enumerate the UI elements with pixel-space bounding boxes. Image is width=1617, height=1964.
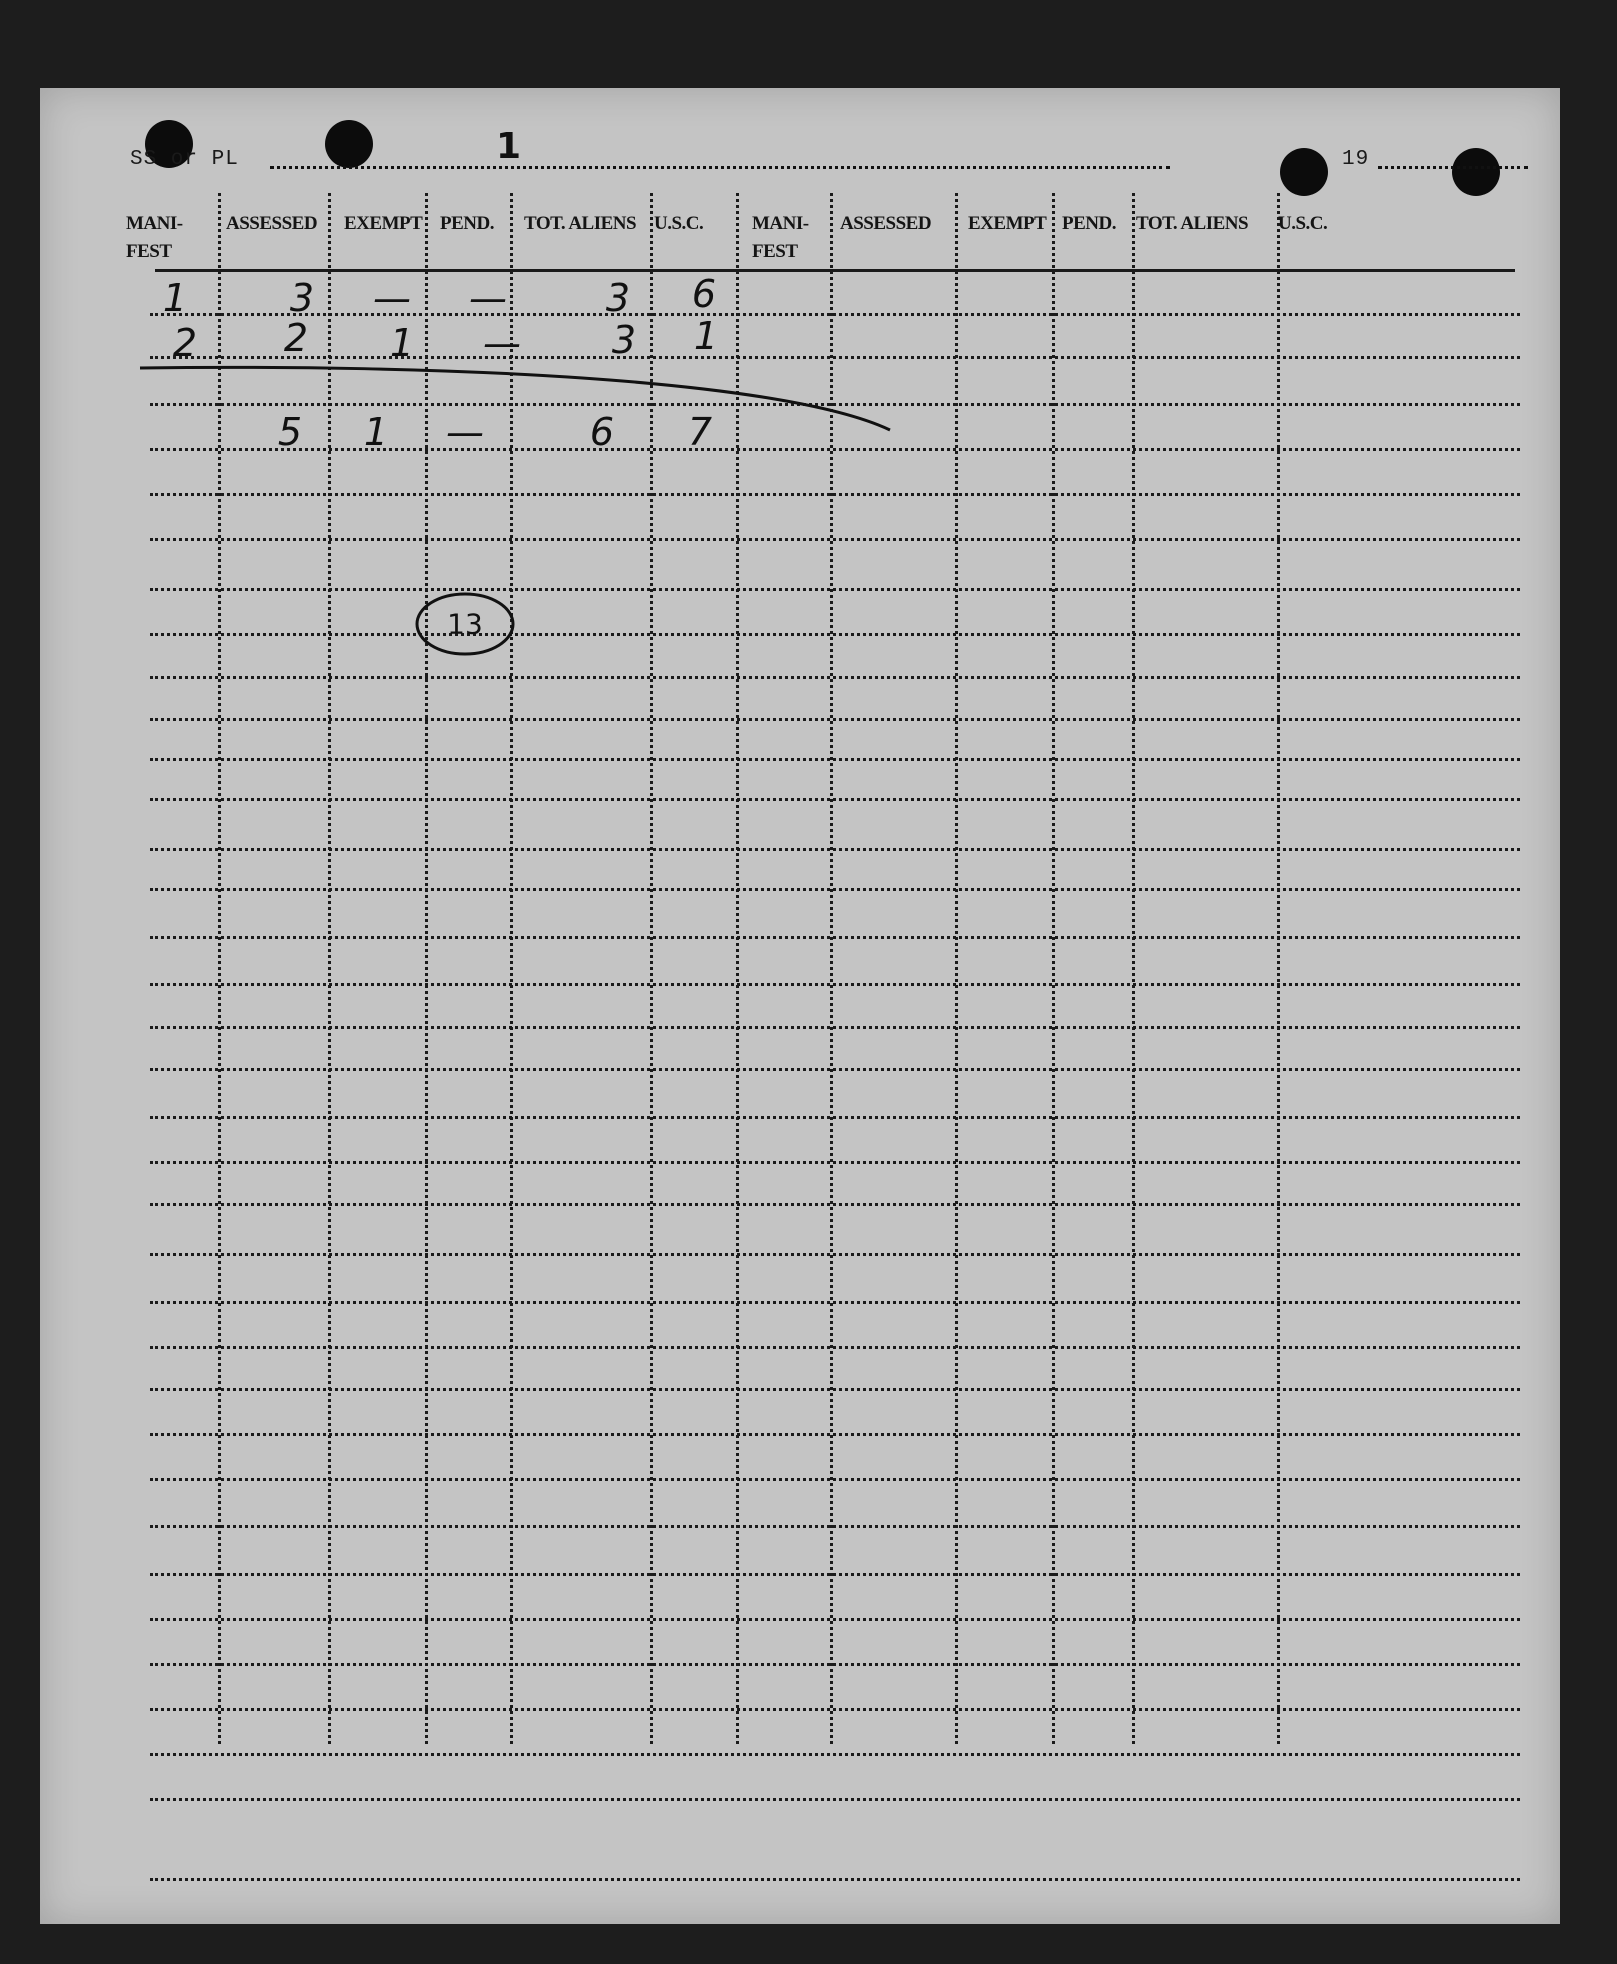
col-head-tot-aliens-left: TOT. ALIENS	[524, 213, 637, 234]
col-head-manifest-right: MANI- FEST	[752, 213, 809, 262]
grid-row-line	[150, 1068, 1520, 1071]
grid-row-line	[150, 538, 1520, 541]
col-head-tot-aliens-right: TOT. ALIENS	[1136, 213, 1249, 234]
total-usc: 7	[687, 410, 713, 454]
entry-1-assessed: 3	[289, 276, 315, 320]
grid-row-line	[150, 676, 1520, 679]
grid-row-line	[150, 1116, 1520, 1119]
entry-2-manifest: 2	[172, 321, 198, 365]
top-mark: 1	[496, 126, 522, 167]
grid-row-line	[150, 1753, 1520, 1756]
grid-row-line	[150, 1663, 1520, 1666]
punch-hole	[325, 120, 373, 168]
grid-row-line	[150, 633, 1520, 636]
grid-row-line	[150, 1346, 1520, 1349]
grid-row-line	[150, 1433, 1520, 1436]
col-head-pend-right: PEND.	[1062, 213, 1116, 234]
grid-row-line	[150, 313, 1520, 316]
grid-row-line	[150, 983, 1520, 986]
grid-row-line	[150, 718, 1520, 721]
grid-row-line	[150, 936, 1520, 939]
entry-2-assessed: 2	[283, 316, 309, 360]
col-head-pend-left: PEND.	[440, 213, 494, 234]
entry-2-pend: —	[483, 321, 521, 365]
grid-row-line	[150, 588, 1520, 591]
grid-row-line	[150, 798, 1520, 801]
entry-2-exempt: 1	[389, 321, 415, 365]
grid-row-line	[150, 1525, 1520, 1528]
punch-hole	[1280, 148, 1328, 196]
grid-row-line	[150, 1798, 1520, 1801]
grid-row-line	[150, 1878, 1520, 1881]
grid-row-line	[150, 1708, 1520, 1711]
grid-row-line	[150, 1388, 1520, 1391]
total-pend: —	[446, 410, 484, 454]
grid-row-line	[150, 493, 1520, 496]
grid-row-line	[150, 758, 1520, 761]
col-head-exempt-right: EXEMPT	[968, 213, 1047, 234]
entry-2-tot-aliens: 3	[611, 318, 637, 362]
vessel-field-dots	[270, 166, 1170, 169]
total-exempt: 1	[363, 410, 389, 454]
grid-row-line	[150, 1026, 1520, 1029]
total-tot-aliens: 6	[589, 410, 615, 454]
header-rule	[155, 269, 1515, 272]
grid-row-line	[150, 1161, 1520, 1164]
entry-1-manifest: 1	[162, 276, 188, 320]
grid-row-line	[150, 1478, 1520, 1481]
grid-row-line	[150, 1203, 1520, 1206]
vessel-label: SS or PL	[130, 148, 239, 171]
circled-number: 13	[447, 607, 483, 641]
col-head-usc-left: U.S.C.	[654, 213, 704, 234]
entry-1-tot-aliens: 3	[605, 276, 631, 320]
entry-1-exempt: —	[373, 276, 411, 320]
col-head-assessed-right: ASSESSED	[840, 213, 932, 234]
grid-row-line	[150, 1573, 1520, 1576]
entry-1-pend: —	[469, 276, 507, 320]
entry-1-usc: 6	[691, 272, 717, 316]
total-assessed: 5	[277, 410, 303, 454]
col-head-assessed-left: ASSESSED	[226, 213, 318, 234]
entry-2-usc: 1	[693, 314, 719, 358]
grid-row-line	[150, 1253, 1520, 1256]
year-field-dots	[1378, 166, 1528, 169]
grid-row-line	[150, 848, 1520, 851]
col-head-exempt-left: EXEMPT	[344, 213, 423, 234]
grid-row-line	[150, 1301, 1520, 1304]
grid-row-line	[150, 1618, 1520, 1621]
grid-column-line	[1277, 193, 1280, 1744]
punch-hole	[1452, 148, 1500, 196]
grid-row-line	[150, 888, 1520, 891]
year-label: 19	[1342, 148, 1370, 171]
col-head-usc-right: U.S.C.	[1278, 213, 1328, 234]
document-page	[40, 88, 1560, 1924]
col-head-manifest-left: MANI- FEST	[126, 213, 183, 262]
grid-column-line	[1132, 193, 1135, 1744]
